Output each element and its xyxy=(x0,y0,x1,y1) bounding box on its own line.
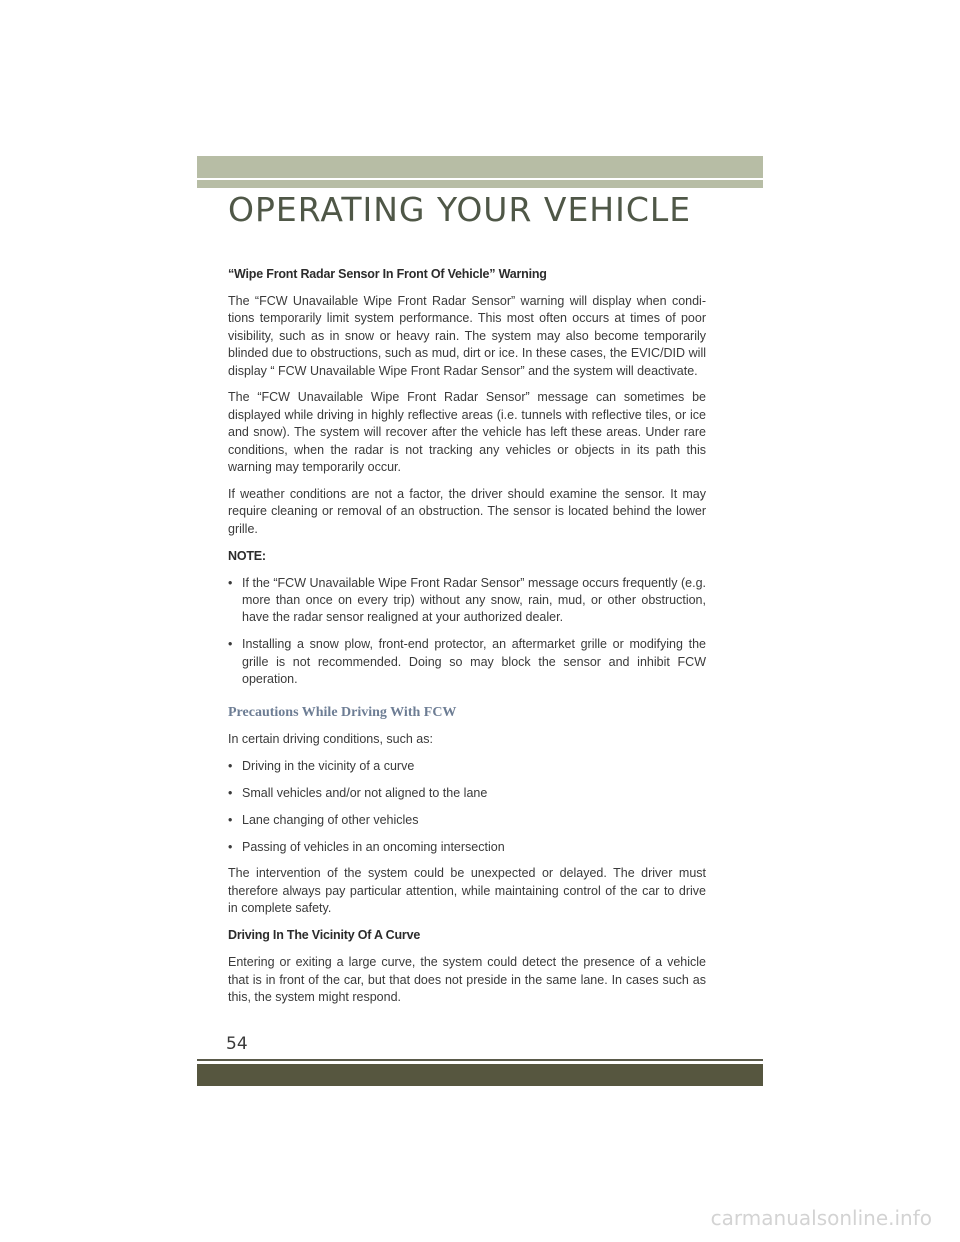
condition-item: • Passing of vehicles in an oncoming intersection xyxy=(228,839,706,856)
paragraph-examine-sensor: If weather conditions are not a factor, the driver should examine the sensor. It may require cleaning or removal of an obstruction. The sensor is located behind the lower grille. xyxy=(228,486,706,536)
section-heading-precautions: Precautions While Driving With FCW xyxy=(228,704,457,720)
conditions-list xyxy=(228,758,706,856)
page-content xyxy=(228,266,706,1016)
condition-item: • Driving in the vicinity of a curve xyxy=(228,758,706,775)
chapter-title: OPERATING YOUR VEHICLE xyxy=(228,190,692,229)
watermark: carmanualsonline.info xyxy=(710,1206,932,1230)
footer-band xyxy=(197,1064,763,1086)
note-item: • Installing a snow plow, front-end protector, an aftermarket grille or modifying the grille is not recommended. Doing so may block the sensor and inhibit FCW operation. xyxy=(228,636,706,688)
paragraph-intervention: The intervention of the system could be unexpected or delayed. The driver must therefore always pay particular attention, while maintaining control of the car to drive in complete safety. xyxy=(228,866,706,916)
page-number: 54 xyxy=(226,1034,248,1054)
note-list xyxy=(228,575,706,689)
paragraph-driving-conditions: In certain driving conditions, such as: xyxy=(228,731,433,746)
subhead-curve: Driving In The Vicinity Of A Curve xyxy=(228,928,421,943)
note-label: NOTE: xyxy=(228,548,266,563)
paragraph-reflective-areas: The “FCW Unavailable Wipe Front Radar Sensor” message can sometimes be displayed while driving in highly reflective areas (i.e. tunnels with reflective tiles, or ice and snow). The system will recover after the vehicle has left these areas. Under rare conditions, when the radar is not tracking any vehicles or objects in its path this warning may temporarily occur. xyxy=(228,390,706,475)
header-rule xyxy=(197,180,763,188)
condition-item: • Lane changing of other vehicles xyxy=(228,812,706,829)
note-item: • If the “FCW Unavailable Wipe Front Radar Sensor” message occurs frequently (e.g. more than once on every trip) without any snow, rain, mud, or other obstruction, have the radar sensor realigned at your authorized dealer. xyxy=(228,575,706,627)
footer-rule xyxy=(197,1059,763,1061)
paragraph-warning-display: The “FCW Unavailable Wipe Front Radar Sensor” warning will display when condi-tions temporarily limit system performance. This most often occurs at times of poor visibility, such as in snow or heavy rain. The system may also become temporarily blinded due to obstructions, such as mud, dirt or ice. In these cases, the EVIC/DID will display “ FCW Unavailable Wipe Front Radar Sensor” and the system will deactivate. xyxy=(228,293,706,378)
paragraph-curve: Entering or exiting a large curve, the system could detect the presence of a vehicle that is in front of the car, but that does not preside in the same lane. In cases such as this, the system might respond. xyxy=(228,955,706,1004)
subhead-wipe-sensor-warning: “Wipe Front Radar Sensor In Front Of Vehicle” Warning xyxy=(228,267,547,281)
header-band xyxy=(197,156,763,178)
condition-item: • Small vehicles and/or not aligned to the lane xyxy=(228,785,706,802)
